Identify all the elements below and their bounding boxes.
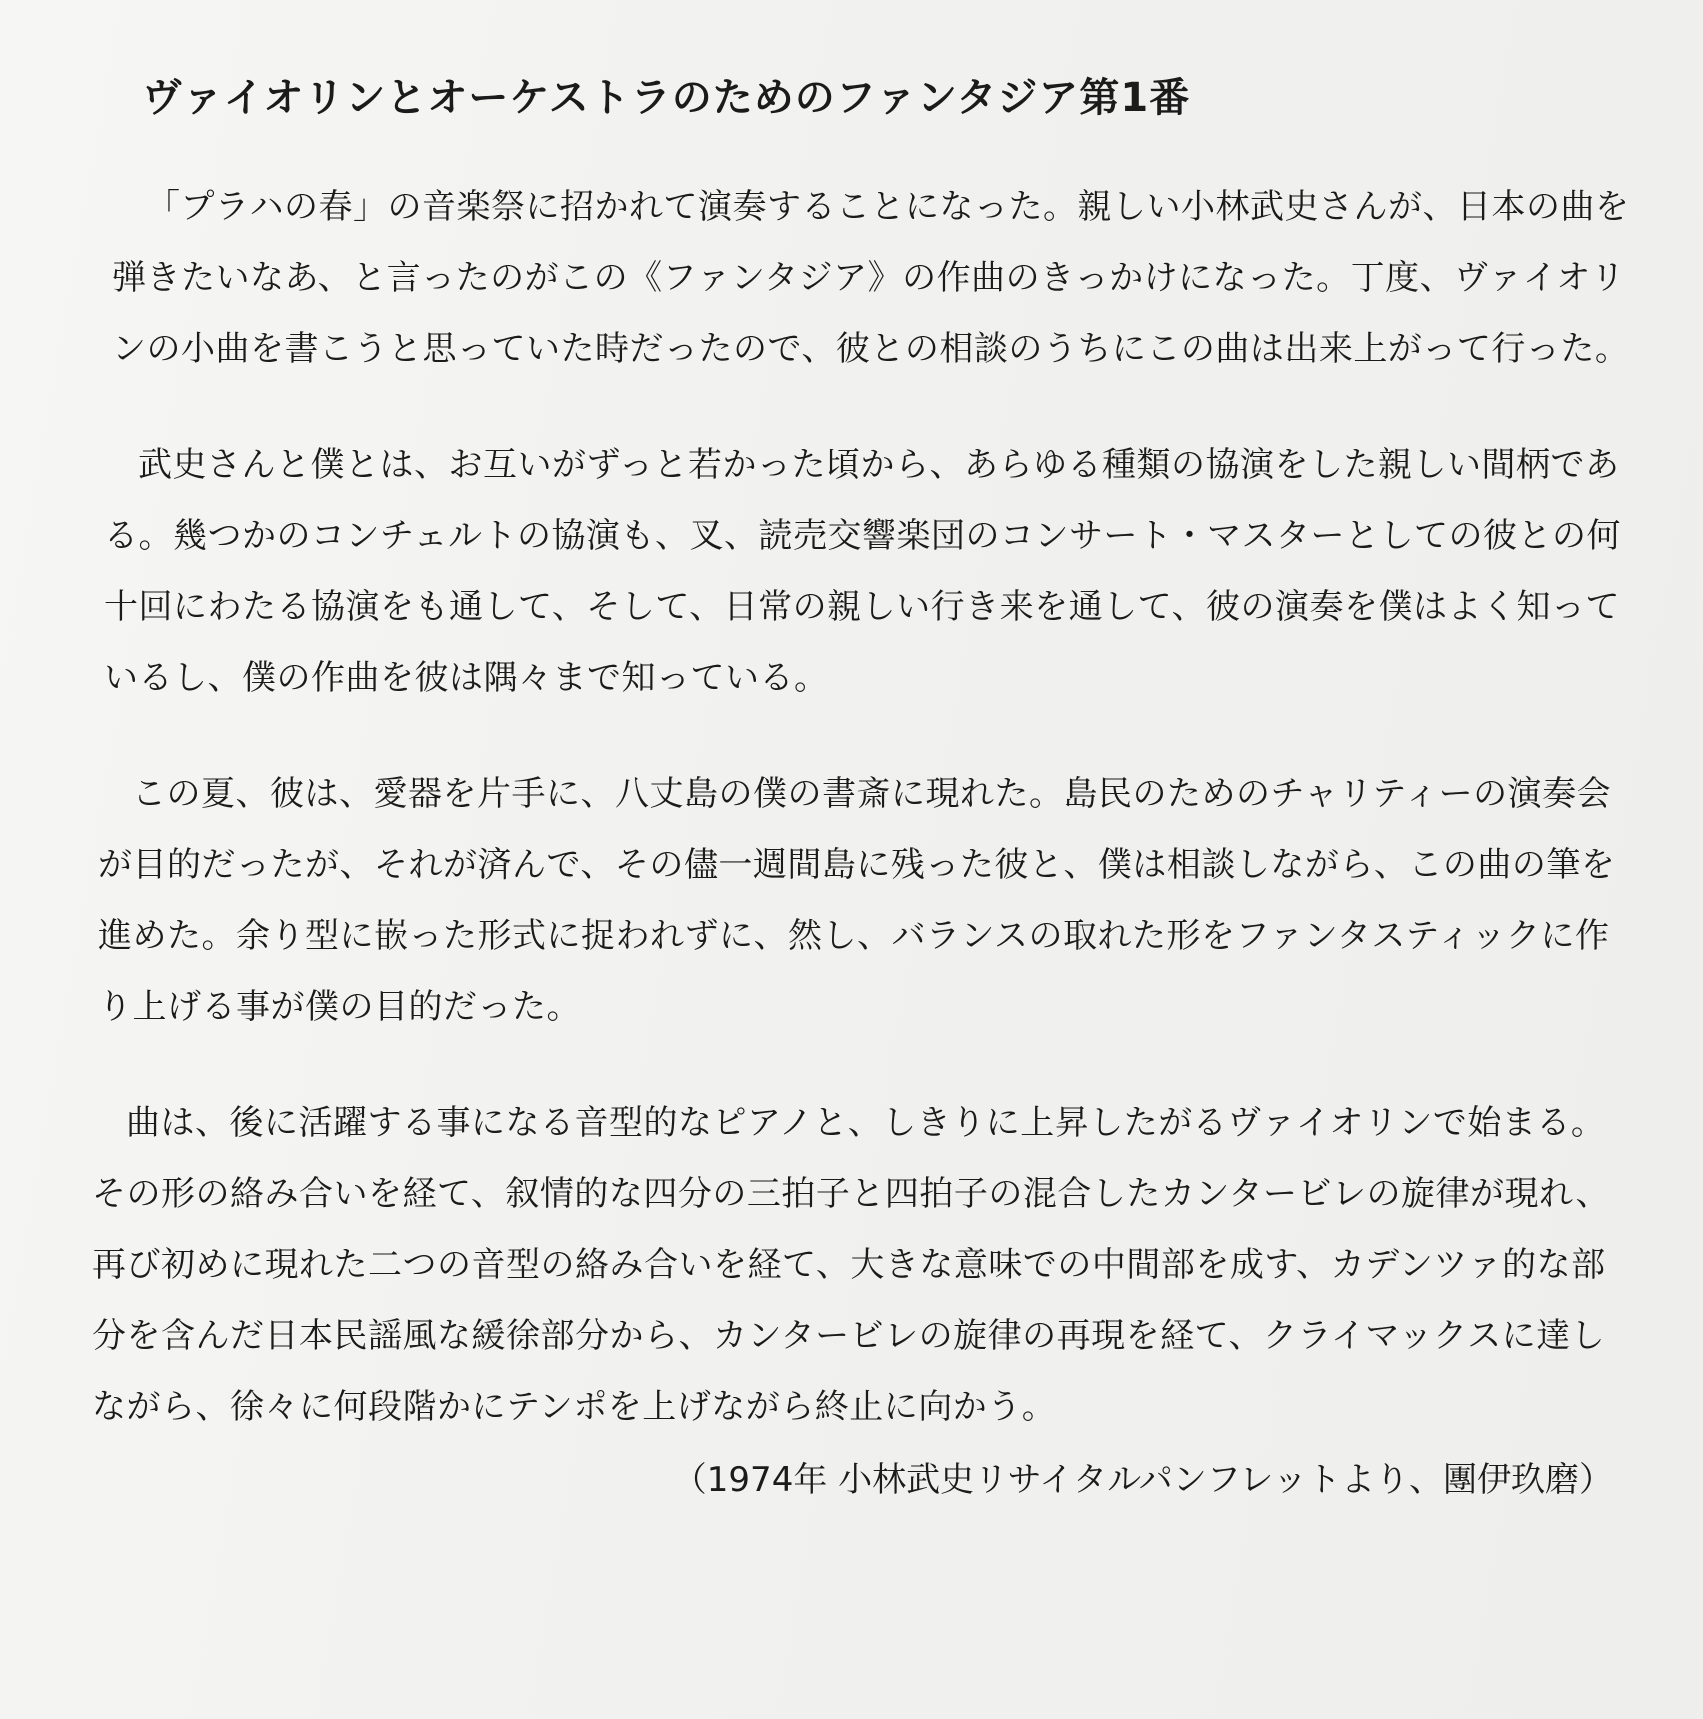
paragraph-3: この夏、彼は、愛器を片手に、八丈島の僕の書斎に現れた。島民のためのチャリティーの演奏会が目的だったが、それが済んで、その儘一週間島に残った彼と、僕は相談しながら、この曲の筆を進めた。余り型に嵌った形式に捉われずに、然し、バランスの取れた形をファンタスティックに作り上げる事が僕の目的だった。 bbox=[98, 774, 1616, 1027]
paragraph-1: 「プラハの春」の音楽祭に招かれて演奏することになった。親しい小林武史さんが、日本の曲を弾きたいなあ、と言ったのがこの《ファンタジア》の作曲のきっかけになった。丁度、ヴァイオリンの小曲を書こうと思っていた時だったので、彼との相談のうちにこの曲は出来上がって行った。 bbox=[112, 187, 1630, 369]
document-title: ヴァイオリンとオーケストラのためのファンタジア第1番 bbox=[142, 75, 1191, 121]
source-attribution: （1974年 小林武史リサイタルパンフレットより、團伊玖磨） bbox=[672, 1460, 1613, 1500]
paragraph-4: 曲は、後に活躍する事になる音型的なピアノと、しきりに上昇したがるヴァイオリンで始まる。その形の絡み合いを経て、叙情的な四分の三拍子と四拍子の混合したカンタービレの旋律が現れ、再び初めに現れた二つの音型の絡み合いを経て、大きな意味での中間部を成す、カデンツァ的な部分を含んだ日本民謡風な緩徐部分から、カンタービレの旋律の再現を経て、クライマックスに達しながら、徐々に何段階かにテンポを上げながら終止に向かう。 bbox=[92, 1103, 1610, 1427]
paragraph-2: 武史さんと僕とは、お互いがずっと若かった頃から、あらゆる種類の協演をした親しい間柄である。幾つかのコンチェルトの協演も、叉、読売交響楽団のコンサート・マスターとしての彼との何十回にわたる協演をも通して、そして、日常の親しい行き来を通して、彼の演奏を僕はよく知っているし、僕の作曲を彼は隅々まで知っている。 bbox=[104, 445, 1621, 698]
